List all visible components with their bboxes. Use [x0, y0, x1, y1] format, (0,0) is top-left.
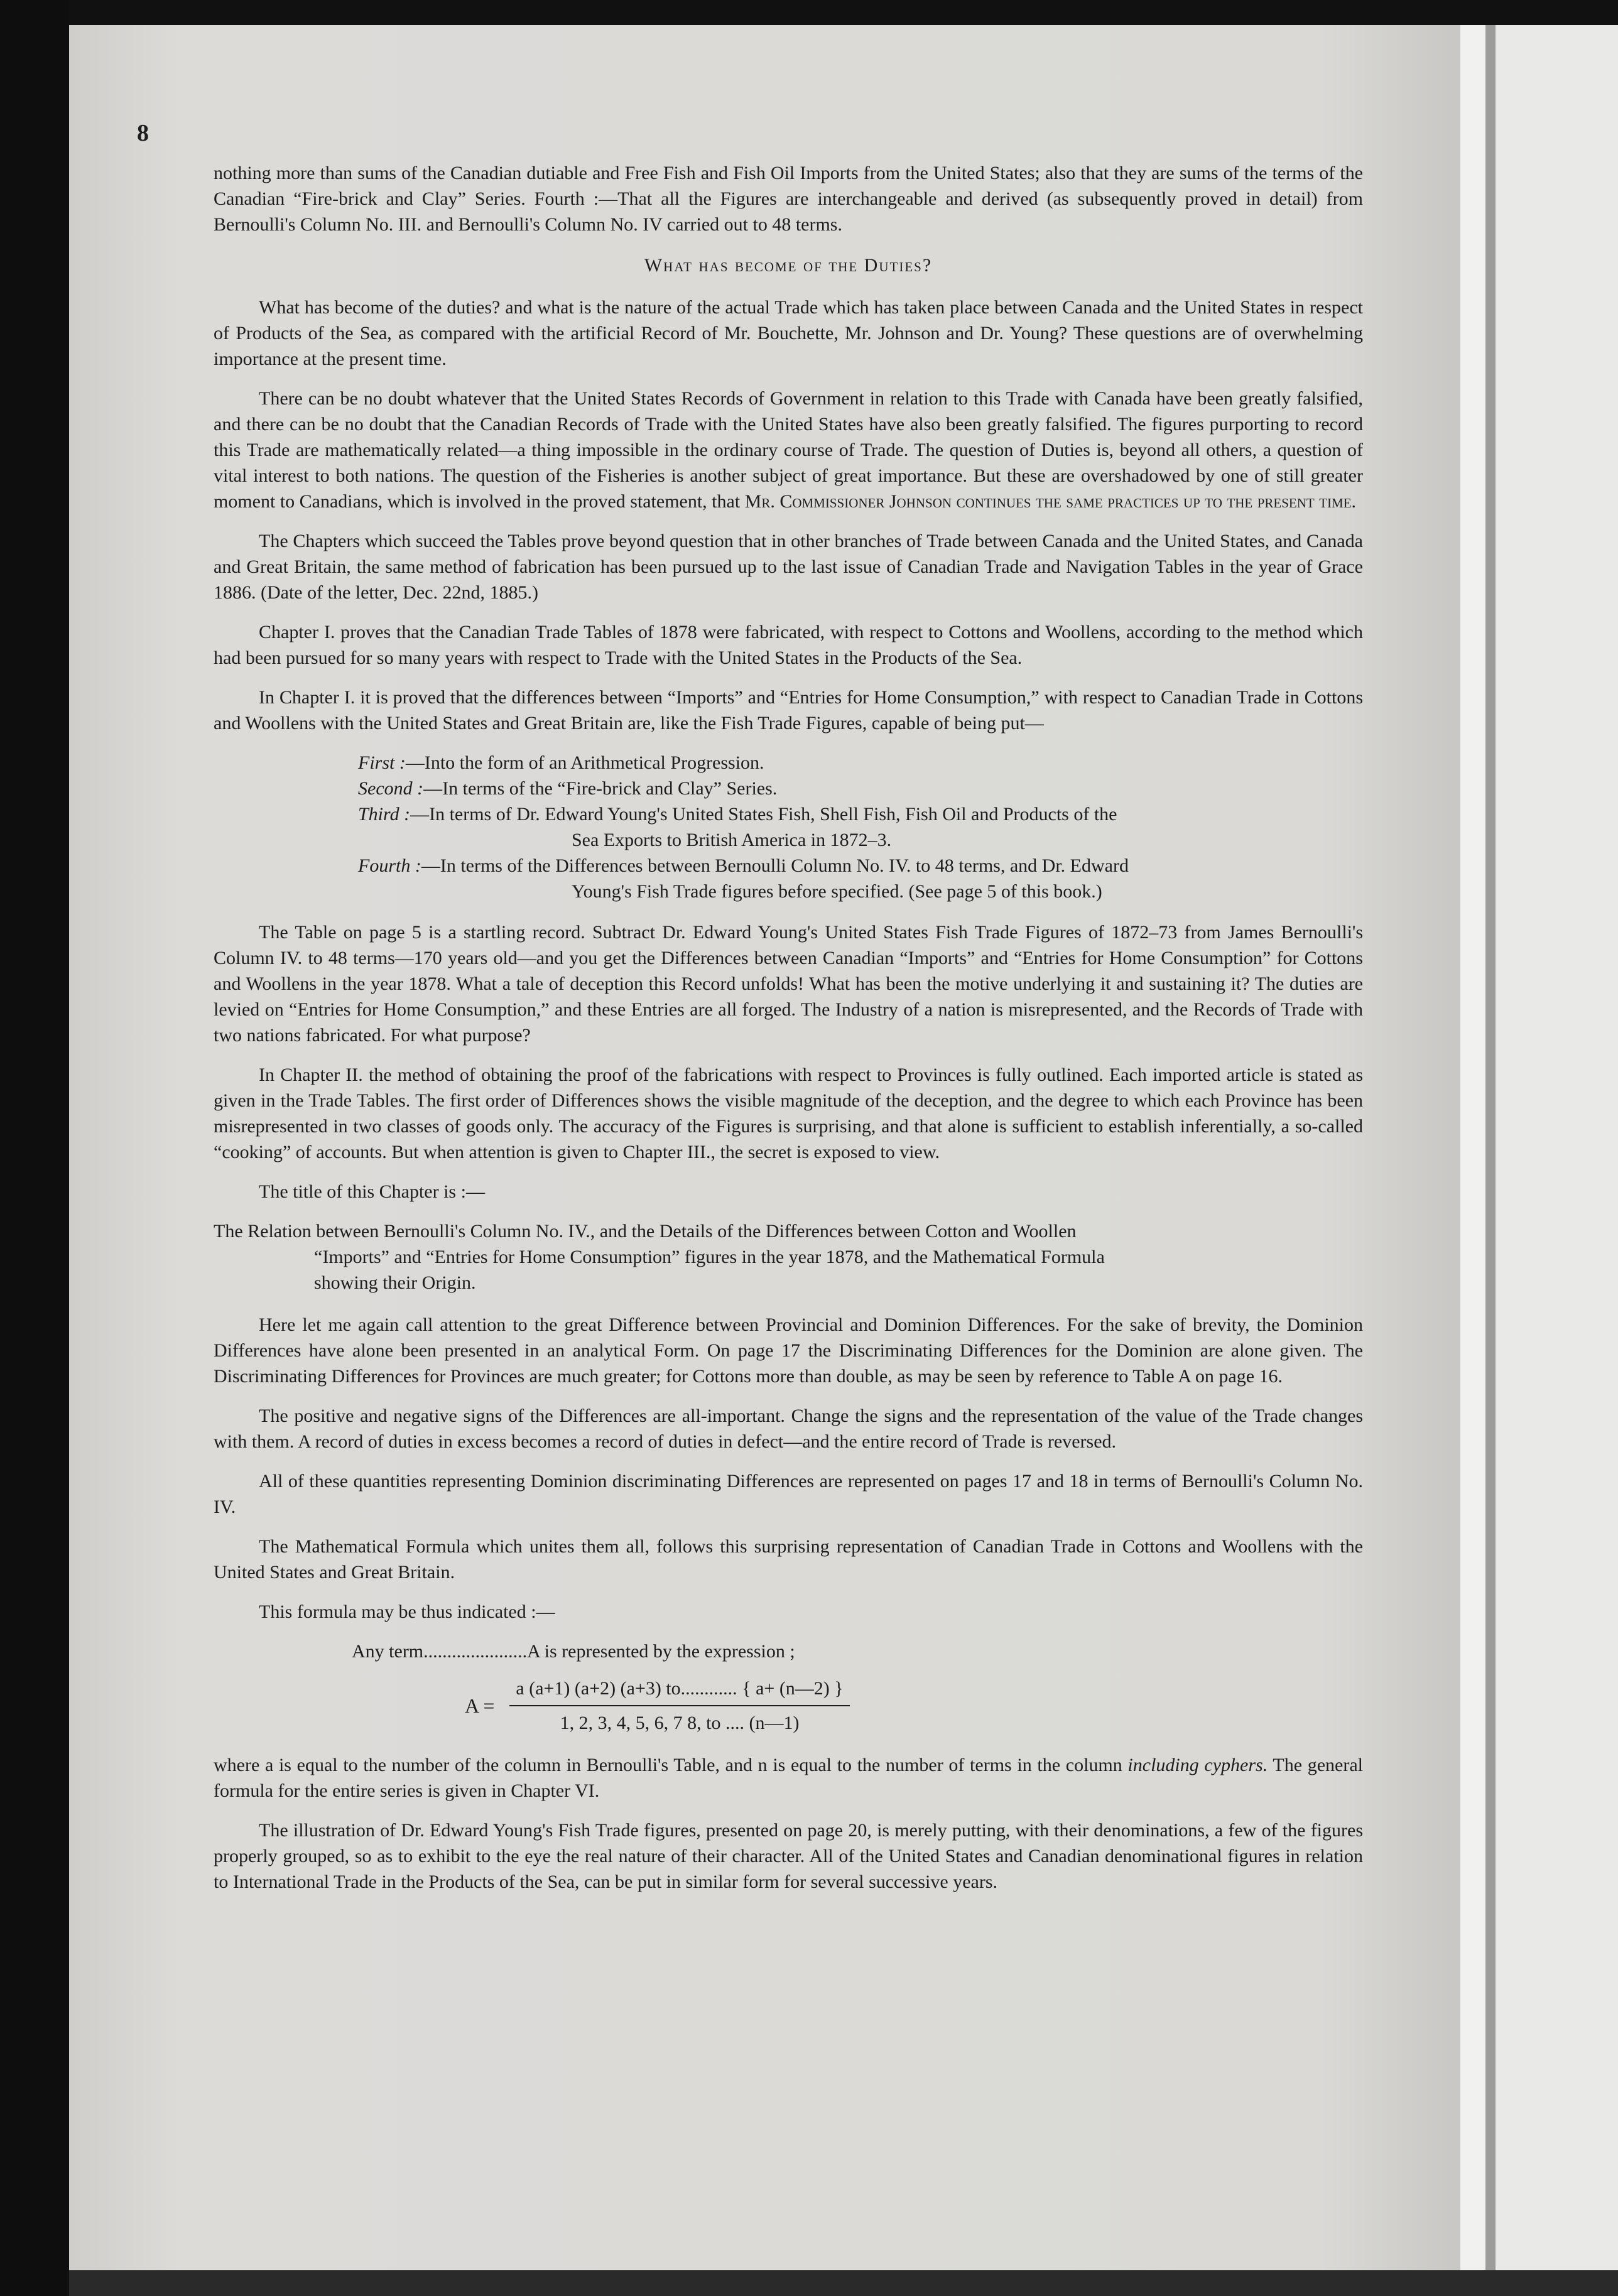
list-text: —In terms of the “Fire-brick and Clay” Series. — [423, 778, 778, 799]
list-item — [358, 776, 1363, 801]
paragraph-chapter-title-intro: The title of this Chapter is :— — [259, 1181, 485, 1202]
formula-explanation-text: where a is equal to the number of the column in Bernoulli's Table, and n is equal to the number of terms in the column — [214, 1755, 1122, 1775]
paragraph-duties-question: What has become of the duties? and what is the nature of the actual Trade which has taken place between Canada and the United States in respect of Products of the Sea, as compared with the artificial Record of Mr. Bouchette, Mr. Johnson and Dr. Young? These questions are of overwhelming importance at the present time. — [214, 297, 1363, 369]
page-content — [214, 160, 1363, 1909]
list-text: —Into the form of an Arithmetical Progression. — [405, 752, 764, 773]
scan-border-left — [0, 0, 69, 2296]
paragraph-chapters: The Chapters which succeed the Tables prove beyond question that in other branches of Trade between Canada and the United States, and Canada and Great Britain, the same method of fabrication has been pursued up to the last issue of Canadian Trade and Navigation Tables in the year of Grace 1886. (Date of the letter, Dec. 22nd, 1885.) — [214, 531, 1363, 603]
any-term-line: Any term......................A is represented by the expression ; — [352, 1641, 795, 1662]
paragraph-table-record: The Table on page 5 is a startling record. Subtract Dr. Edward Young's United States Fish Trade Figures of 1872–73 from James Bernoulli's Column IV. to 48 terms—170 years old—and you get the Differences between Canadian “Imports” and “Entries for Home Consumption” for Cottons and Woollens in the year 1878. What a tale of deception this Record unfolds! What has been the motive underlying it and sustaining it? The duties are levied on “Entries for Home Consumption,” and these Entries are all forged. The Industry of a nation is misrepresented, and the Records of Trade with two nations fabricated. For what purpose? — [214, 922, 1363, 1046]
commissioner-statement: Mr. Commissioner Johnson continues the same practices up to the present time. — [744, 491, 1357, 512]
paragraph-records-falsified-text: There can be no doubt whatever that the United States Records of Government in relation to this Trade with Canada have been greatly falsified, and there can be no doubt that the Canadian Records of Trade with the United States have also been greatly falsified. The figures purporting to record this Trade are mathematically related—a thing impossible in the ordinary course of Trade. The question of Duties is, beyond all others, a question of vital interest to both nations. The question of the Fisheries is another subject of great importance. But these are overshadowed by one of still greater moment to Canadians, which is involved in the proved statement, that — [214, 388, 1363, 512]
paragraph-provincial-differences: Here let me again call attention to the great Difference between Provincial and Dominion Differences. For the sake of brevity, the Dominion Differences have alone been presented in an analytical Form. On page 17 the Discriminating Differences for the Dominion are alone given. The Discriminating Differences for Provinces are much greater; for Cottons more than double, as may be seen by reference to Table A on page 16. — [214, 1314, 1363, 1387]
paragraph-formula-unites: The Mathematical Formula which unites them all, follows this surprising representation of Canadian Trade in Cottons and Woollens with the United States and Great Britain. — [214, 1536, 1363, 1583]
quote-line: The Relation between Bernoulli's Column No. IV., and the Details of the Differences between Cotton and Woollen — [214, 1221, 1077, 1242]
section-heading: What has become of the Duties? — [644, 255, 933, 276]
formula-numerator: a (a+1) (a+2) (a+3) to............ { a+ (n—2) } — [509, 1676, 849, 1706]
list-label: Fourth : — [358, 855, 421, 876]
list-text: —In terms of the Differences between Bernoulli Column No. IV. to 48 terms, and Dr. Edward — [421, 855, 1129, 876]
formula-explanation-general: The general formula for the entire series is given in Chapter VI. — [214, 1755, 1363, 1801]
list-item — [358, 750, 1363, 776]
paragraph-formula-explanation — [214, 1752, 1363, 1804]
paragraph-chapter-one-differences: In Chapter I. it is proved that the differences between “Imports” and “Entries for Home Consumption,” with respect to Canadian Trade in Cottons and Woollens with the United States and Great Britain are, like the Fish Trade Figures, capable of being put— — [214, 687, 1363, 734]
list-item — [358, 801, 1363, 853]
paragraph-intro: nothing more than sums of the Canadian dutiable and Free Fish and Fish Oil Imports from the United States; also that they are sums of the terms of the Canadian “Fire-brick and Clay” Series. Fourth :—That all the Figures are interchangeable and derived (as subsequently proved in detail) from Bernoulli's Column No. III. and Bernoulli's Column No. IV carried out to 48 terms. — [214, 163, 1363, 235]
list-continuation: Sea Exports to British America in 1872–3. — [572, 830, 892, 850]
formula — [465, 1676, 1363, 1736]
list-item — [358, 853, 1363, 904]
next-page-edge — [1485, 25, 1618, 2270]
formula-explanation-emphasis: including cyphers. — [1127, 1755, 1268, 1775]
list-label: Third : — [358, 804, 411, 825]
formula-lhs: A = — [465, 1694, 495, 1717]
binding-edge — [1460, 25, 1485, 2270]
page-number: 8 — [137, 120, 149, 146]
scan-border-top — [0, 0, 1618, 25]
paragraph-quantities: All of these quantities representing Dominion discriminating Differences are represented on pages 17 and 18 in terms of Bernoulli's Column No. IV. — [214, 1471, 1363, 1517]
list-label: First : — [358, 752, 406, 773]
formula-fraction — [509, 1676, 849, 1736]
list-text: —In terms of Dr. Edward Young's United States Fish, Shell Fish, Fish Oil and Products of the — [410, 804, 1117, 825]
quote-line: “Imports” and “Entries for Home Consumption” figures in the year 1878, and the Mathematical Formula — [314, 1247, 1105, 1267]
capable-list — [214, 750, 1363, 904]
next-page-shadow — [1485, 25, 1496, 2270]
paragraph-chapter-one-proof: Chapter I. proves that the Canadian Trade Tables of 1878 were fabricated, with respect to Cottons and Woollens, according to the method which had been pursued for so many years with respect to Trade with the United States in the Products of the Sea. — [214, 622, 1363, 668]
paragraph-records-falsified — [214, 386, 1363, 514]
list-continuation: Young's Fish Trade figures before specified. (See page 5 of this book.) — [572, 881, 1102, 902]
quote-line: showing their Origin. — [314, 1272, 476, 1293]
chapter-title-quote — [214, 1218, 1363, 1296]
paragraph-illustration: The illustration of Dr. Edward Young's Fish Trade figures, presented on page 20, is merely putting, with their denominations, a few of the figures properly grouped, so as to exhibit to the eye the real nature of their character. All of the United States and Canadian denominational figures in relation to International Trade in the Products of the Sea, can be put in similar form for several successive years. — [214, 1820, 1363, 1892]
paragraph-formula-indicated: This formula may be thus indicated :— — [259, 1601, 555, 1622]
paragraph-chapter-two: In Chapter II. the method of obtaining the proof of the fabrications with respect to Provinces is fully outlined. Each imported article is stated as given in the Trade Tables. The first order of Differences shows the visible magnitude of the deception, and the degree to which each Province has been misrepresented in two classes of goods only. The accuracy of the Figures is surprising, and that alone is sufficient to establish inferentially, a so-called “cooking” of accounts. But when attention is given to Chapter III., the secret is exposed to view. — [214, 1064, 1363, 1162]
list-label: Second : — [358, 778, 424, 799]
formula-denominator: 1, 2, 3, 4, 5, 6, 7 8, to .... (n—1) — [560, 1713, 800, 1733]
paragraph-signs: The positive and negative signs of the Differences are all-important. Change the signs and the representation of the value of the Trade changes with them. A record of duties in excess becomes a record of duties in defect—and the entire record of Trade is reversed. — [214, 1405, 1363, 1452]
